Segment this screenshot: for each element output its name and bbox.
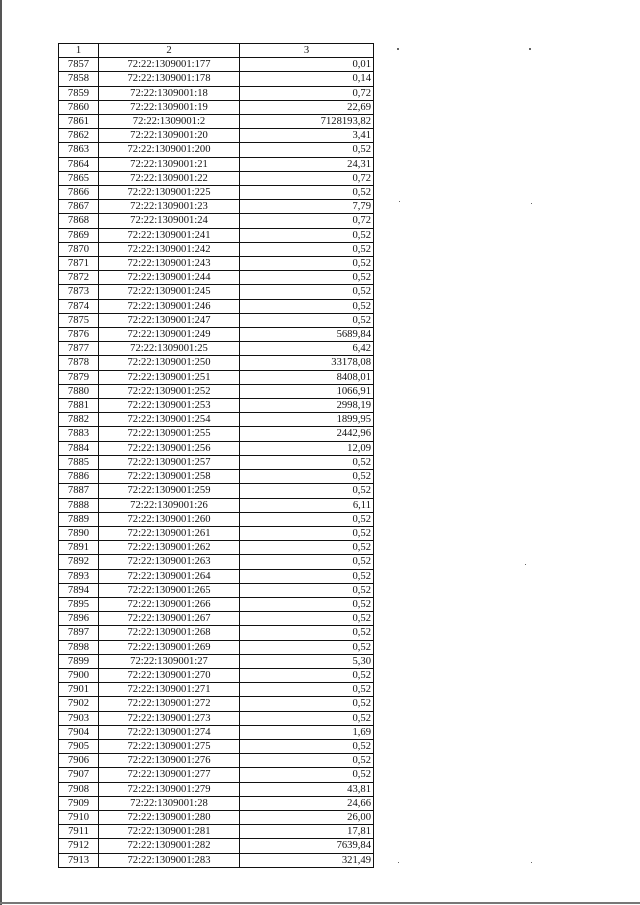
table-row <box>59 768 374 782</box>
cadastral-number: 72:22:1309001:241 <box>99 228 240 242</box>
table-row <box>59 200 374 214</box>
page-edge-left <box>0 0 2 905</box>
table-row <box>59 271 374 285</box>
area-value: 0,52 <box>240 583 374 597</box>
column-header-2: 2 <box>99 44 240 58</box>
cadastral-number: 72:22:1309001:265 <box>99 583 240 597</box>
cadastral-number: 72:22:1309001:272 <box>99 697 240 711</box>
table-row <box>59 612 374 626</box>
table-row <box>59 583 374 597</box>
cadastral-number: 72:22:1309001:279 <box>99 782 240 796</box>
cadastral-number: 72:22:1309001:281 <box>99 825 240 839</box>
table-row <box>59 569 374 583</box>
cadastral-number: 72:22:1309001:245 <box>99 285 240 299</box>
area-value: 6,11 <box>240 498 374 512</box>
row-number: 7860 <box>59 100 99 114</box>
table-row <box>59 668 374 682</box>
area-value: 0,52 <box>240 739 374 753</box>
table-row <box>59 427 374 441</box>
area-value: 0,52 <box>240 526 374 540</box>
cadastral-number: 72:22:1309001:28 <box>99 796 240 810</box>
cadastral-number: 72:22:1309001:259 <box>99 484 240 498</box>
row-number: 7897 <box>59 626 99 640</box>
row-number: 7885 <box>59 455 99 469</box>
row-number: 7904 <box>59 725 99 739</box>
area-value: 12,09 <box>240 441 374 455</box>
area-value: 2442,96 <box>240 427 374 441</box>
area-value: 0,52 <box>240 697 374 711</box>
row-number: 7872 <box>59 271 99 285</box>
cadastral-number: 72:22:1309001:243 <box>99 257 240 271</box>
table-row <box>59 739 374 753</box>
row-number: 7876 <box>59 328 99 342</box>
cadastral-number: 72:22:1309001:249 <box>99 328 240 342</box>
area-value: 0,52 <box>240 257 374 271</box>
table-row <box>59 541 374 555</box>
area-value: 0,72 <box>240 171 374 185</box>
table-header-row <box>59 44 374 58</box>
area-value: 0,52 <box>240 612 374 626</box>
row-number: 7910 <box>59 810 99 824</box>
table-row <box>59 313 374 327</box>
table-row <box>59 58 374 72</box>
area-value: 0,52 <box>240 285 374 299</box>
cadastral-number: 72:22:1309001:256 <box>99 441 240 455</box>
area-value: 0,52 <box>240 683 374 697</box>
row-number: 7908 <box>59 782 99 796</box>
row-number: 7899 <box>59 654 99 668</box>
table-row <box>59 796 374 810</box>
column-header-3: 3 <box>240 44 374 58</box>
area-value: 26,00 <box>240 810 374 824</box>
table-row <box>59 100 374 114</box>
row-number: 7892 <box>59 555 99 569</box>
row-number: 7866 <box>59 186 99 200</box>
cadastral-number: 72:22:1309001:270 <box>99 668 240 682</box>
area-value: 24,66 <box>240 796 374 810</box>
row-number: 7884 <box>59 441 99 455</box>
table-row <box>59 242 374 256</box>
cadastral-number: 72:22:1309001:225 <box>99 186 240 200</box>
row-number: 7877 <box>59 342 99 356</box>
cadastral-number: 72:22:1309001:242 <box>99 242 240 256</box>
cadastral-number: 72:22:1309001:269 <box>99 640 240 654</box>
row-number: 7890 <box>59 526 99 540</box>
table-body <box>59 58 374 868</box>
row-number: 7888 <box>59 498 99 512</box>
row-number: 7906 <box>59 754 99 768</box>
table-row <box>59 143 374 157</box>
cadastral-number: 72:22:1309001:178 <box>99 72 240 86</box>
area-value: 3,41 <box>240 129 374 143</box>
area-value: 8408,01 <box>240 370 374 384</box>
scan-speck <box>398 862 399 863</box>
table-row <box>59 697 374 711</box>
area-value: 5689,84 <box>240 328 374 342</box>
area-value: 1,69 <box>240 725 374 739</box>
area-value: 7128193,82 <box>240 115 374 129</box>
area-value: 22,69 <box>240 100 374 114</box>
table-row <box>59 214 374 228</box>
row-number: 7878 <box>59 356 99 370</box>
row-number: 7911 <box>59 825 99 839</box>
area-value: 0,52 <box>240 754 374 768</box>
cadastral-number: 72:22:1309001:252 <box>99 384 240 398</box>
row-number: 7875 <box>59 313 99 327</box>
cadastral-number: 72:22:1309001:255 <box>99 427 240 441</box>
row-number: 7902 <box>59 697 99 711</box>
area-value: 0,52 <box>240 299 374 313</box>
area-value: 0,52 <box>240 470 374 484</box>
row-number: 7873 <box>59 285 99 299</box>
area-value: 43,81 <box>240 782 374 796</box>
table-row <box>59 115 374 129</box>
table-row <box>59 129 374 143</box>
table-row <box>59 72 374 86</box>
area-value: 17,81 <box>240 825 374 839</box>
column-header-1: 1 <box>59 44 99 58</box>
cadastral-number: 72:22:1309001:276 <box>99 754 240 768</box>
row-number: 7864 <box>59 157 99 171</box>
area-value: 0,52 <box>240 228 374 242</box>
row-number: 7912 <box>59 839 99 853</box>
area-value: 1899,95 <box>240 413 374 427</box>
table-row <box>59 782 374 796</box>
table-row <box>59 555 374 569</box>
area-value: 0,72 <box>240 214 374 228</box>
table-row <box>59 441 374 455</box>
cadastral-number: 72:22:1309001:177 <box>99 58 240 72</box>
page-edge-bottom <box>0 902 640 904</box>
area-value: 0,52 <box>240 271 374 285</box>
table-row <box>59 342 374 356</box>
row-number: 7891 <box>59 541 99 555</box>
area-value: 5,30 <box>240 654 374 668</box>
table-row <box>59 640 374 654</box>
table-row <box>59 512 374 526</box>
area-value: 33178,08 <box>240 356 374 370</box>
row-number: 7907 <box>59 768 99 782</box>
scan-speck <box>399 201 400 202</box>
cadastral-number: 72:22:1309001:27 <box>99 654 240 668</box>
table-row <box>59 470 374 484</box>
table-row <box>59 370 374 384</box>
area-value: 0,72 <box>240 86 374 100</box>
table-row <box>59 413 374 427</box>
parcel-area-table <box>58 43 374 868</box>
cadastral-number: 72:22:1309001:261 <box>99 526 240 540</box>
row-number: 7870 <box>59 242 99 256</box>
table-row <box>59 186 374 200</box>
table-row <box>59 257 374 271</box>
cadastral-number: 72:22:1309001:273 <box>99 711 240 725</box>
cadastral-number: 72:22:1309001:280 <box>99 810 240 824</box>
area-value: 2998,19 <box>240 399 374 413</box>
cadastral-number: 72:22:1309001:24 <box>99 214 240 228</box>
scan-speck <box>525 564 526 565</box>
cadastral-number: 72:22:1309001:258 <box>99 470 240 484</box>
cadastral-number: 72:22:1309001:260 <box>99 512 240 526</box>
area-value: 0,14 <box>240 72 374 86</box>
cadastral-number: 72:22:1309001:21 <box>99 157 240 171</box>
table-row <box>59 328 374 342</box>
cadastral-number: 72:22:1309001:262 <box>99 541 240 555</box>
cadastral-number: 72:22:1309001:275 <box>99 739 240 753</box>
area-value: 0,52 <box>240 143 374 157</box>
row-number: 7887 <box>59 484 99 498</box>
row-number: 7862 <box>59 129 99 143</box>
area-value: 0,52 <box>240 668 374 682</box>
area-value: 0,52 <box>240 455 374 469</box>
area-value: 0,01 <box>240 58 374 72</box>
cadastral-number: 72:22:1309001:257 <box>99 455 240 469</box>
scan-speck <box>529 48 531 50</box>
table-row <box>59 399 374 413</box>
cadastral-number: 72:22:1309001:22 <box>99 171 240 185</box>
cadastral-number: 72:22:1309001:274 <box>99 725 240 739</box>
table-row <box>59 683 374 697</box>
table-row <box>59 299 374 313</box>
table-row <box>59 825 374 839</box>
row-number: 7859 <box>59 86 99 100</box>
table-row <box>59 597 374 611</box>
area-value: 1066,91 <box>240 384 374 398</box>
table-row <box>59 626 374 640</box>
table-row <box>59 853 374 867</box>
area-value: 0,52 <box>240 569 374 583</box>
table-row <box>59 810 374 824</box>
table-row <box>59 484 374 498</box>
cadastral-number: 72:22:1309001:247 <box>99 313 240 327</box>
table-row <box>59 384 374 398</box>
row-number: 7882 <box>59 413 99 427</box>
row-number: 7913 <box>59 853 99 867</box>
row-number: 7880 <box>59 384 99 398</box>
cadastral-number: 72:22:1309001:283 <box>99 853 240 867</box>
cadastral-number: 72:22:1309001:268 <box>99 626 240 640</box>
row-number: 7867 <box>59 200 99 214</box>
table-row <box>59 498 374 512</box>
row-number: 7903 <box>59 711 99 725</box>
row-number: 7874 <box>59 299 99 313</box>
cadastral-number: 72:22:1309001:250 <box>99 356 240 370</box>
area-value: 24,31 <box>240 157 374 171</box>
table-row <box>59 725 374 739</box>
table-row <box>59 711 374 725</box>
cadastral-number: 72:22:1309001:23 <box>99 200 240 214</box>
cadastral-number: 72:22:1309001:2 <box>99 115 240 129</box>
area-value: 321,49 <box>240 853 374 867</box>
cadastral-number: 72:22:1309001:26 <box>99 498 240 512</box>
table-row <box>59 171 374 185</box>
cadastral-number: 72:22:1309001:254 <box>99 413 240 427</box>
row-number: 7879 <box>59 370 99 384</box>
cadastral-number: 72:22:1309001:251 <box>99 370 240 384</box>
row-number: 7869 <box>59 228 99 242</box>
cadastral-number: 72:22:1309001:18 <box>99 86 240 100</box>
cadastral-number: 72:22:1309001:277 <box>99 768 240 782</box>
area-value: 6,42 <box>240 342 374 356</box>
area-value: 0,52 <box>240 242 374 256</box>
table-row <box>59 356 374 370</box>
cadastral-number: 72:22:1309001:19 <box>99 100 240 114</box>
row-number: 7896 <box>59 612 99 626</box>
area-value: 0,52 <box>240 186 374 200</box>
cadastral-number: 72:22:1309001:264 <box>99 569 240 583</box>
row-number: 7898 <box>59 640 99 654</box>
area-value: 0,52 <box>240 512 374 526</box>
cadastral-number: 72:22:1309001:20 <box>99 129 240 143</box>
row-number: 7871 <box>59 257 99 271</box>
row-number: 7883 <box>59 427 99 441</box>
cadastral-number: 72:22:1309001:200 <box>99 143 240 157</box>
cadastral-number: 72:22:1309001:263 <box>99 555 240 569</box>
table-row <box>59 86 374 100</box>
area-value: 0,52 <box>240 555 374 569</box>
row-number: 7893 <box>59 569 99 583</box>
scan-speck <box>531 203 532 204</box>
row-number: 7900 <box>59 668 99 682</box>
cadastral-number: 72:22:1309001:244 <box>99 271 240 285</box>
row-number: 7894 <box>59 583 99 597</box>
row-number: 7863 <box>59 143 99 157</box>
cadastral-number: 72:22:1309001:271 <box>99 683 240 697</box>
table-row <box>59 455 374 469</box>
row-number: 7909 <box>59 796 99 810</box>
area-value: 0,52 <box>240 711 374 725</box>
table-row <box>59 839 374 853</box>
row-number: 7905 <box>59 739 99 753</box>
area-value: 7,79 <box>240 200 374 214</box>
area-value: 0,52 <box>240 313 374 327</box>
row-number: 7861 <box>59 115 99 129</box>
cadastral-number: 72:22:1309001:246 <box>99 299 240 313</box>
row-number: 7865 <box>59 171 99 185</box>
area-value: 7639,84 <box>240 839 374 853</box>
cadastral-number: 72:22:1309001:266 <box>99 597 240 611</box>
cadastral-number: 72:22:1309001:253 <box>99 399 240 413</box>
area-value: 0,52 <box>240 626 374 640</box>
row-number: 7895 <box>59 597 99 611</box>
table-row <box>59 754 374 768</box>
cadastral-number: 72:22:1309001:267 <box>99 612 240 626</box>
row-number: 7886 <box>59 470 99 484</box>
area-value: 0,52 <box>240 768 374 782</box>
cadastral-number: 72:22:1309001:25 <box>99 342 240 356</box>
row-number: 7889 <box>59 512 99 526</box>
row-number: 7901 <box>59 683 99 697</box>
row-number: 7868 <box>59 214 99 228</box>
area-value: 0,52 <box>240 640 374 654</box>
table-row <box>59 654 374 668</box>
cadastral-number: 72:22:1309001:282 <box>99 839 240 853</box>
scan-speck <box>397 48 399 50</box>
area-value: 0,52 <box>240 597 374 611</box>
area-value: 0,52 <box>240 484 374 498</box>
row-number: 7881 <box>59 399 99 413</box>
table-row <box>59 285 374 299</box>
area-value: 0,52 <box>240 541 374 555</box>
scan-speck <box>531 862 532 863</box>
table-row <box>59 228 374 242</box>
table-row <box>59 157 374 171</box>
table-row <box>59 526 374 540</box>
row-number: 7858 <box>59 72 99 86</box>
row-number: 7857 <box>59 58 99 72</box>
